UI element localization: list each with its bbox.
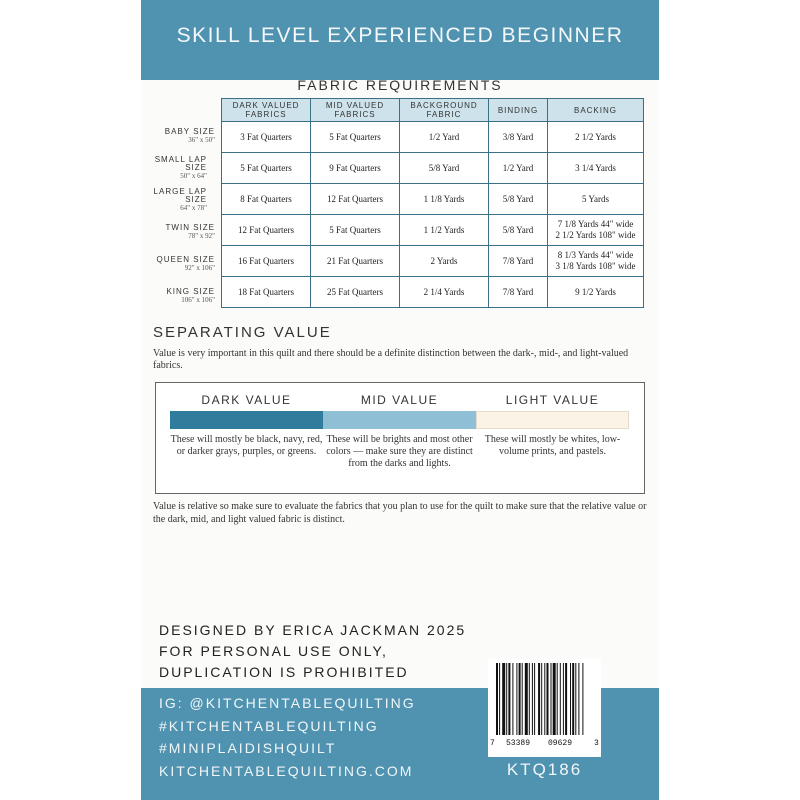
size-label: LARGE LAP SIZE 64" x 78" <box>153 187 207 212</box>
hashtag: #KITCHENTABLEQUILTING <box>159 717 379 734</box>
table-row <box>222 153 644 184</box>
barcode-bar <box>525 663 528 735</box>
barcode-digit: 3 <box>594 739 599 748</box>
table-cell: 12 Fat Quarters <box>222 215 311 246</box>
barcode-bar <box>578 663 579 735</box>
barcode-bar <box>538 663 540 735</box>
backing-cell: 2 1/2 Yards <box>548 122 644 153</box>
barcode-bar <box>502 663 505 735</box>
column-header: DARK VALUED FABRICS <box>222 99 311 122</box>
table-row <box>222 122 644 153</box>
personal-use-notice: FOR PERSONAL USE ONLY, <box>159 643 388 659</box>
barcode-bar <box>496 663 498 735</box>
product-code: KTQ186 <box>506 760 583 779</box>
table-row <box>222 215 644 246</box>
value-label: LIGHT VALUE <box>505 393 600 407</box>
social-links <box>159 692 416 782</box>
table-cell: 2 1/4 Yards <box>400 277 489 308</box>
barcode-bar <box>516 663 517 735</box>
barcode-bar <box>563 663 564 735</box>
table-cell: 5 Fat Quarters <box>311 122 400 153</box>
barcode-bar <box>532 663 533 735</box>
website-link[interactable]: KITCHENTABLEQUILTING.COM <box>159 762 414 779</box>
barcode-digit: 7 <box>490 739 495 748</box>
light-value-swatch <box>476 411 629 429</box>
dark-value-swatch <box>170 411 323 429</box>
size-label: BABY SIZE 36" x 50" <box>164 127 215 144</box>
table-cell: 7/8 Yard <box>489 246 548 277</box>
barcode-bar <box>575 663 576 735</box>
table-cell: 3/8 Yard <box>489 122 548 153</box>
table-cell: 1 1/8 Yards <box>400 184 489 215</box>
relative-value-note: Value is relative so make sure to evaluate the fabrics that you plan to use for the quilt to make sure that the relative value or the dark, mid, and light valued fabric is distinct. <box>153 501 647 525</box>
size-label: KING SIZE 106" x 106" <box>166 287 215 304</box>
barcode-bar <box>541 663 542 735</box>
value-label: DARK VALUE <box>201 393 292 407</box>
value-description: These will mostly be black, navy, red, or darker grays, purples, or greens. <box>170 434 323 457</box>
barcode-bar <box>565 663 567 735</box>
designer-credit: DESIGNED BY ERICA JACKMAN 2025 <box>159 622 467 638</box>
backing-cell: 7 1/8 Yards 44" wide 2 1/2 Yards 108" wide <box>548 215 644 246</box>
value-description: These will mostly be whites, low-volume prints, and pastels. <box>484 434 621 457</box>
table-cell: 12 Fat Quarters <box>311 184 400 215</box>
barcode-bar <box>512 663 513 735</box>
barcode-bar <box>534 663 535 735</box>
table-cell: 25 Fat Quarters <box>311 277 400 308</box>
table-cell: 5 Fat Quarters <box>311 215 400 246</box>
table-row <box>222 246 644 277</box>
table-cell: 5/8 Yard <box>489 215 548 246</box>
barcode-bar <box>506 663 507 735</box>
backing-cell: 8 1/3 Yards 44" wide 3 1/8 Yards 108" wide <box>548 246 644 277</box>
separating-value-intro: Value is very important in this quilt and there should be a definite distinction between the dark-, mid-, and light-valued fabrics. <box>153 348 629 371</box>
barcode-bar <box>544 663 545 735</box>
barcode-bar <box>508 663 510 735</box>
table-header-row <box>222 99 644 122</box>
backing-cell: 9 1/2 Yards <box>548 277 644 308</box>
table-cell: 5/8 Yard <box>400 153 489 184</box>
barcode-bar <box>522 663 523 735</box>
skill-level-title: SKILL LEVEL EXPERIENCED BEGINNER <box>176 24 624 47</box>
barcode <box>488 659 601 757</box>
pattern-back-cover <box>141 0 659 800</box>
value-label: MID VALUE <box>360 393 439 407</box>
column-header: BACKGROUND FABRIC <box>400 99 489 122</box>
table-cell: 5 Fat Quarters <box>222 153 311 184</box>
separating-value-title: SEPARATING VALUE <box>153 324 332 341</box>
barcode-bar <box>560 663 561 735</box>
table-cell: 18 Fat Quarters <box>222 277 311 308</box>
header-bar <box>141 0 659 80</box>
table-cell: 16 Fat Quarters <box>222 246 311 277</box>
table-cell: 7/8 Yard <box>489 277 548 308</box>
barcode-bar <box>529 663 530 735</box>
barcode-bar <box>519 663 521 735</box>
mid-value-swatch <box>323 411 476 429</box>
barcode-digits: 09629 <box>548 739 573 748</box>
column-header: BINDING <box>489 99 548 122</box>
table-cell: 1 1/2 Yards <box>400 215 489 246</box>
value-description: These will be brights and most other colors — make sure they are distinct from the darks and lights. <box>326 434 473 469</box>
backing-cell: 3 1/4 Yards <box>548 153 644 184</box>
barcode-bars-icon <box>496 663 593 735</box>
table-cell: 1/2 Yard <box>400 122 489 153</box>
column-header: BACKING <box>548 99 644 122</box>
credits-block <box>159 620 466 683</box>
value-guide-box <box>155 382 645 494</box>
size-label: QUEEN SIZE 92" x 106" <box>156 255 215 272</box>
fabric-requirements-table <box>221 98 644 308</box>
table-cell: 5/8 Yard <box>489 184 548 215</box>
table-row <box>222 184 644 215</box>
barcode-bar <box>582 663 583 735</box>
barcode-bar <box>572 663 574 735</box>
backing-cell: 5 Yards <box>548 184 644 215</box>
size-label: TWIN SIZE 78" x 92" <box>165 223 215 240</box>
table-cell: 3 Fat Quarters <box>222 122 311 153</box>
duplication-notice: DUPLICATION IS PROHIBITED <box>159 664 409 680</box>
table-row <box>222 277 644 308</box>
barcode-bar <box>547 663 549 735</box>
hashtag: #MINIPLAIDISHQUILT <box>159 740 337 756</box>
barcode-bar <box>499 663 500 735</box>
barcode-digits: 53389 <box>506 739 531 748</box>
size-label: SMALL LAP SIZE 50" x 64" <box>154 155 207 180</box>
table-cell: 2 Yards <box>400 246 489 277</box>
table-cell: 1/2 Yard <box>489 153 548 184</box>
table-cell: 21 Fat Quarters <box>311 246 400 277</box>
barcode-bar <box>551 663 552 735</box>
fabric-requirements-title: FABRIC REQUIREMENTS <box>297 77 503 93</box>
table-cell: 8 Fat Quarters <box>222 184 311 215</box>
barcode-bar <box>557 663 558 735</box>
instagram-handle[interactable]: IG: @KITCHENTABLEQUILTING <box>159 695 416 711</box>
barcode-bar <box>553 663 556 735</box>
table-cell: 9 Fat Quarters <box>311 153 400 184</box>
column-header: MID VALUED FABRICS <box>311 99 400 122</box>
barcode-bar <box>570 663 571 735</box>
